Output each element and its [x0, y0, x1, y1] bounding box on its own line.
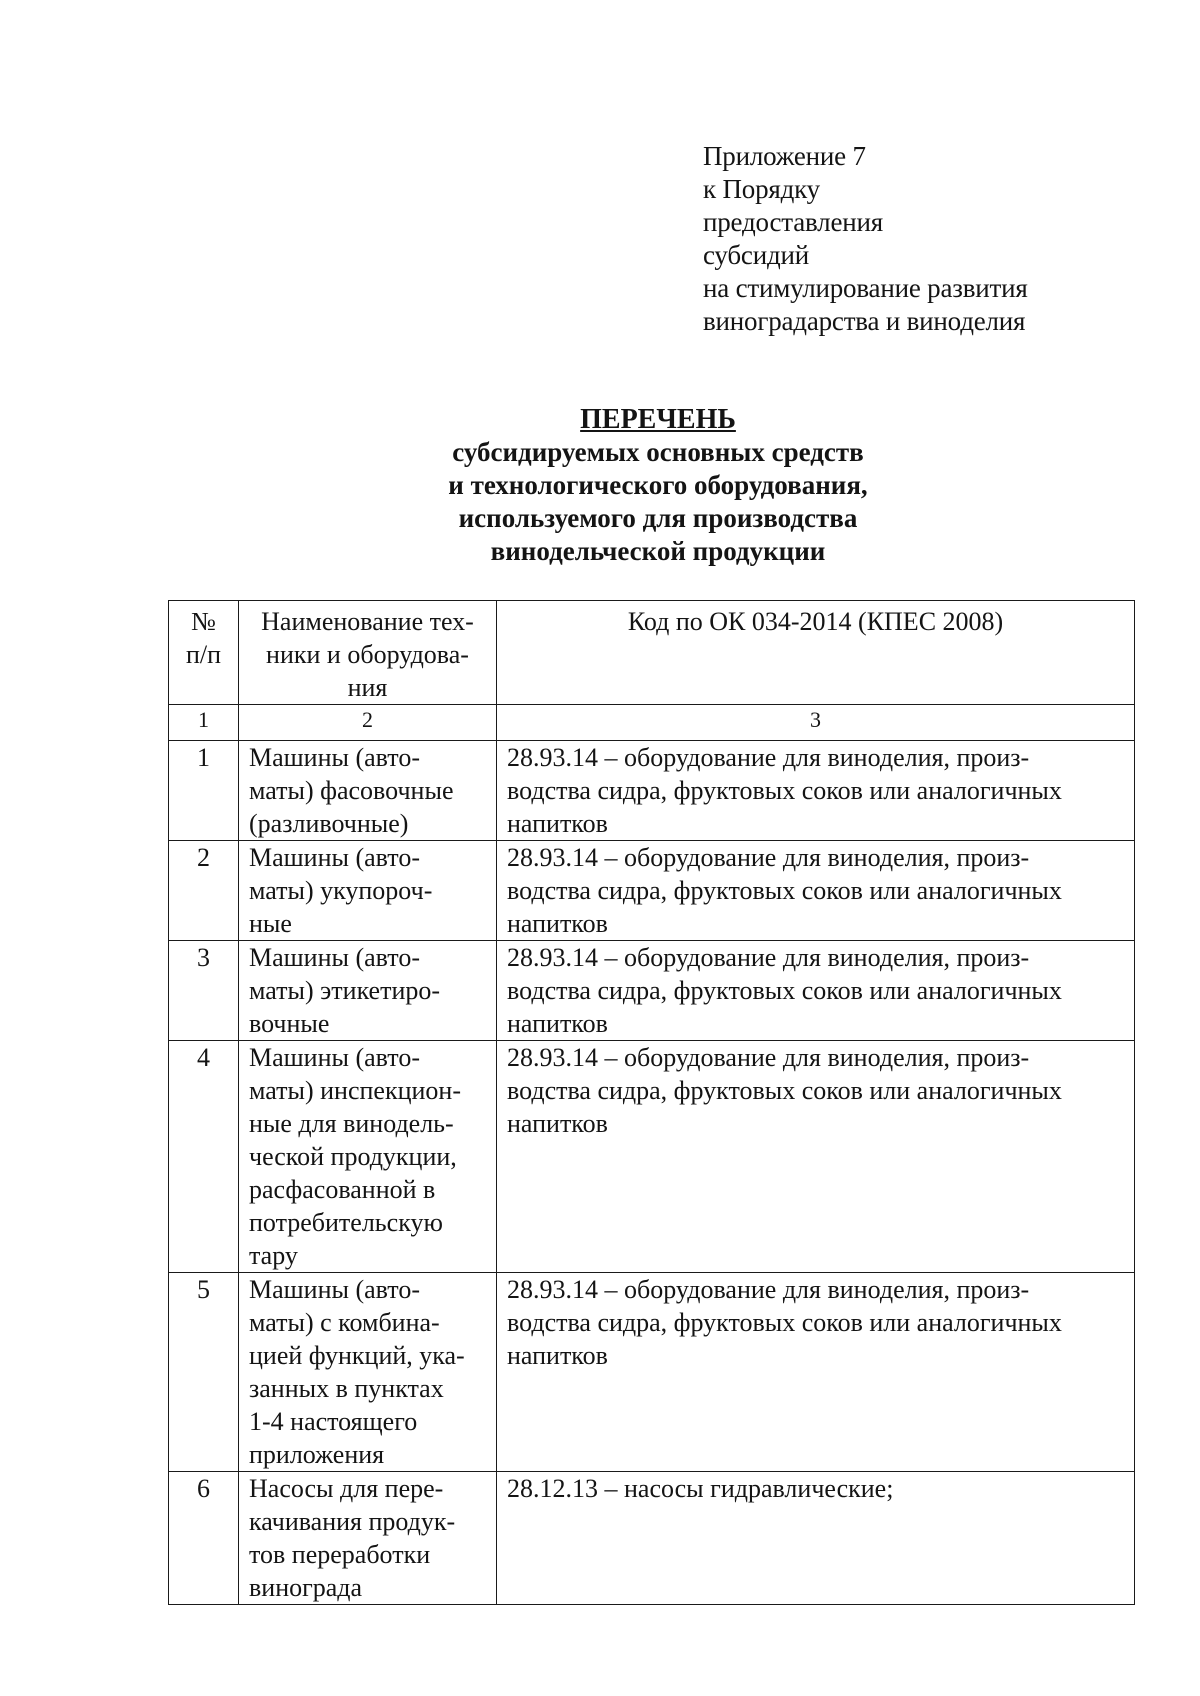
classifier-code-line: 28.93.14 – оборудование для виноделия, произ- [507, 1275, 1030, 1304]
header-line: виноградарства и виноделия [703, 306, 1026, 336]
equipment-name-line: Насосы для пере- [249, 1474, 444, 1503]
equipment-name-line: потребительскую [249, 1208, 443, 1237]
table-header-row [169, 601, 1135, 705]
equipment-name-line: маты) укупороч- [249, 876, 433, 905]
classifier-code [497, 1041, 1135, 1273]
header-line: на стимулирование развития [703, 273, 1028, 303]
classifier-code-line: водства сидра, фруктовых соков или аналогичных [507, 1308, 1062, 1337]
title-line: и технологического оборудования, [448, 470, 868, 500]
column-number: 3 [497, 705, 1135, 741]
equipment-name-line: Машины (авто- [249, 1043, 420, 1072]
equipment-name-line: маты) этикетиро- [249, 976, 441, 1005]
classifier-code-line: 28.93.14 – оборудование для виноделия, произ- [507, 1043, 1030, 1072]
equipment-name-line: вочные [249, 1009, 330, 1038]
header-text: Наименование тех- [261, 607, 474, 636]
header-text: ники и оборудова- [266, 640, 469, 669]
classifier-code-line: водства сидра, фруктовых соков или аналогичных [507, 776, 1062, 805]
title-line: субсидируемых основных средств [452, 437, 864, 467]
column-number: 1 [169, 705, 239, 741]
document-title [0, 403, 1200, 568]
classifier-code-line: 28.93.14 – оборудование для виноделия, произ- [507, 943, 1030, 972]
equipment-name [239, 941, 497, 1041]
row-number: 5 [169, 1273, 239, 1472]
table-row [169, 741, 1135, 841]
header-cell-name [239, 601, 497, 705]
equipment-name [239, 841, 497, 941]
header-cell-number [169, 601, 239, 705]
equipment-name-line: цией функций, ука- [249, 1341, 465, 1370]
header-text: п/п [185, 640, 222, 669]
title-line: винодельческой продукции [490, 536, 826, 566]
equipment-name-line: ные [249, 909, 292, 938]
header-cell-code [497, 601, 1135, 705]
equipment-name [239, 1041, 497, 1273]
header-text: Код по ОК 034-2014 (КПЕС 2008) [627, 607, 1004, 636]
equipment-name-line: (разливочные) [249, 809, 409, 838]
classifier-code [497, 841, 1135, 941]
header-text: № [191, 607, 216, 636]
classifier-code-line: напитков [507, 809, 608, 838]
classifier-code [497, 1273, 1135, 1472]
equipment-name-line: маты) фасовочные [249, 776, 454, 805]
equipment-name [239, 741, 497, 841]
classifier-code-line: водства сидра, фруктовых соков или аналогичных [507, 976, 1062, 1005]
classifier-code-line: водства сидра, фруктовых соков или аналогичных [507, 1076, 1062, 1105]
row-number: 4 [169, 1041, 239, 1273]
equipment-name-line: тару [249, 1241, 298, 1270]
equipment-name-line: 1-4 настоящего [249, 1407, 418, 1436]
equipment-name-line: расфасованной в [249, 1175, 436, 1204]
classifier-code-line: напитков [507, 1341, 608, 1370]
table-row [169, 1273, 1135, 1472]
classifier-code [497, 741, 1135, 841]
equipment-name-line: маты) инспекцион- [249, 1076, 461, 1105]
classifier-code-line: 28.93.14 – оборудование для виноделия, произ- [507, 743, 1030, 772]
row-number: 3 [169, 941, 239, 1041]
classifier-code-line: водства сидра, фруктовых соков или аналогичных [507, 876, 1062, 905]
equipment-table [168, 600, 1135, 1605]
classifier-code-line: 28.93.14 – оборудование для виноделия, произ- [507, 843, 1030, 872]
table-row [169, 1041, 1135, 1273]
equipment-name-line: занных в пунктах [249, 1374, 444, 1403]
equipment-name-line: ные для винодель- [249, 1109, 454, 1138]
header-line: субсидий [703, 240, 809, 270]
appendix-header [703, 140, 1123, 338]
header-line: предоставления [703, 207, 883, 237]
classifier-code-line: напитков [507, 909, 608, 938]
title-line: используемого для производства [458, 503, 858, 533]
table-row [169, 841, 1135, 941]
classifier-code [497, 1472, 1135, 1605]
equipment-name-line: качивания продук- [249, 1507, 456, 1536]
classifier-code-line: напитков [507, 1009, 608, 1038]
row-number: 6 [169, 1472, 239, 1605]
equipment-name-line: приложения [249, 1440, 385, 1469]
classifier-code-line: напитков [507, 1109, 608, 1138]
equipment-name-line: тов переработки [249, 1540, 431, 1569]
classifier-code-line: 28.12.13 – насосы гидравлические; [507, 1474, 894, 1503]
column-number-row [169, 705, 1135, 741]
equipment-name [239, 1472, 497, 1605]
classifier-code [497, 941, 1135, 1041]
header-line: Приложение 7 [703, 141, 866, 171]
row-number: 1 [169, 741, 239, 841]
equipment-name-line: винограда [249, 1573, 363, 1602]
table-row [169, 941, 1135, 1041]
equipment-name-line: ческой продукции, [249, 1142, 457, 1171]
title-main: ПЕРЕЧЕНЬ [580, 404, 736, 435]
column-number: 2 [239, 705, 497, 741]
table-row [169, 1472, 1135, 1605]
header-line: к Порядку [703, 174, 820, 204]
equipment-name-line: маты) с комбина- [249, 1308, 440, 1337]
equipment-name-line: Машины (авто- [249, 1275, 420, 1304]
row-number: 2 [169, 841, 239, 941]
equipment-name-line: Машины (авто- [249, 843, 420, 872]
equipment-name-line: Машины (авто- [249, 943, 420, 972]
header-text: ния [347, 673, 388, 702]
equipment-name-line: Машины (авто- [249, 743, 420, 772]
equipment-name [239, 1273, 497, 1472]
